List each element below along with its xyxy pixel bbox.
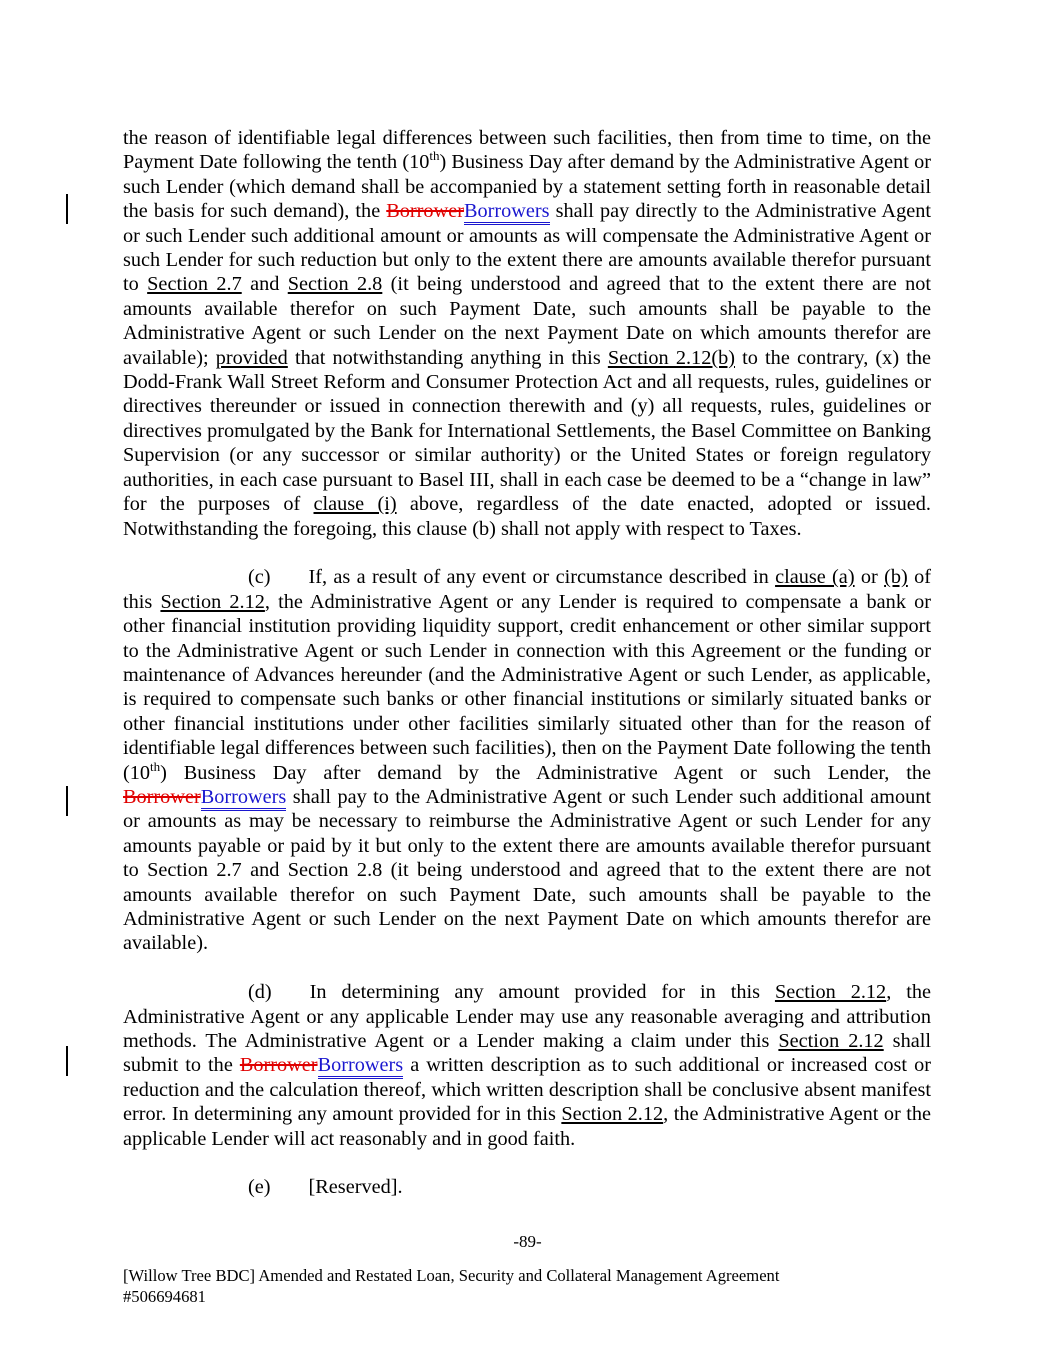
text-run: In determining any amount provided for in this	[309, 981, 775, 1004]
text-run: clause (a)	[775, 566, 855, 589]
revision-change-bar	[66, 1046, 68, 1076]
text-run: (b)	[884, 566, 908, 589]
paragraph-d	[123, 980, 931, 1151]
text-run: (d)	[248, 981, 272, 1004]
text-run: If, as a result of any event or circumstance described in	[308, 566, 776, 589]
text-run: shall pay directly to the Administrative Agent or such Lender such additional amount or amounts as will compensate the Administrative Agent or such Lender for such reduction but only to the extent there are amounts available therefor pursuant to	[123, 200, 931, 296]
text-run: [Reserved].	[308, 1176, 403, 1199]
text-run: of this	[123, 566, 931, 613]
footer-doc-title: [Willow Tree BDC] Amended and Restated Loan, Security and Collateral Management Agreement	[123, 1266, 780, 1285]
text-run: to the contrary, (x) the Dodd-Frank Wall Street Reform and Consumer Protection Act and all requests, rules, guidelines or directives thereunder or issued in connection therewith and (y) all requests, rules, guidelines or directives promulgated by the Bank for International Settlements, the Basel Committee on Banking Supervision (or any successor or similar authority) or the United States or foreign regulatory authorities, in each case pursuant to Basel III, shall in each case be deemed to be a “change in law” for the purposes of	[123, 346, 932, 516]
text-run: above, regardless of the date enacted, adopted or issued. Notwithstanding the foregoing, this clause (b) shall not apply with respect to Taxes.	[123, 493, 932, 540]
text-run: or	[854, 566, 885, 589]
text-run: (e)	[248, 1176, 271, 1199]
text-run: Section 2.8	[287, 273, 383, 296]
inserted-text: Borrowers	[201, 786, 287, 811]
text-run: shall submit to the	[123, 1030, 931, 1077]
text-run: Section 2.12	[160, 590, 265, 613]
text-run: ) Business Day after demand by the Administrative Agent or such Lender (which demand shall be accompanied by a statement setting forth in reasonable detail the basis for such demand), the	[123, 151, 931, 223]
text-run: th	[429, 148, 440, 164]
paragraph-e	[123, 1175, 931, 1199]
inserted-text: Borrowers	[464, 200, 550, 225]
deleted-text: Borrower	[386, 200, 464, 223]
revision-change-bar	[66, 194, 68, 224]
text-run: that notwithstanding anything in this	[287, 346, 608, 369]
text-run: th	[150, 758, 161, 774]
text-run: Section 2.12(b)	[607, 346, 735, 369]
text-run: and	[241, 273, 288, 296]
text-run: Section 2.12	[778, 1030, 884, 1052]
text-run: clause (i)	[313, 493, 397, 516]
deleted-text: Borrower	[239, 1054, 318, 1077]
deleted-text: Borrower	[123, 785, 201, 808]
text-run: , the Administrative Agent or any applicable Lender may use any reasonable averaging and attribution methods. The Administrative Agent or a Lender making a claim under this	[123, 981, 931, 1052]
text-run: Section 2.12	[774, 981, 887, 1004]
revision-change-bar	[66, 786, 68, 816]
paragraph-c	[123, 565, 931, 956]
text-run: the reason of identifiable legal differences between such facilities, then from time to time, on the Payment Date following the tenth (10	[123, 127, 931, 174]
paragraph-b-continuation	[123, 126, 931, 541]
text-run: Section 2.7	[147, 273, 242, 296]
inserted-text: Borrowers	[318, 1054, 404, 1079]
text-run: , the Administrative Agent or any Lender is required to compensate a bank or other financial institution providing liquidity support, credit enhancement or other similar support to the Administrative Agent or such Lender in connection with this Agreement or the funding or maintenance of Advances hereunder (and the Administrative Agent or such Lender, as applicable, is required to compensate such banks or other financial institutions or similarly situated banks or other financial institutions under other facilities similarly situated other than for the reason of identifiable legal differences between such facilities), then on the Payment Date following the tenth (10	[123, 590, 931, 784]
text-run: (it being understood and agreed that to the extent there are not amounts available therefor on such Payment Date, such amounts shall be payable to the Administrative Agent or such Lender on the next Payment Date on which amounts therefor are available);	[123, 273, 931, 369]
text-run: a written description as to such additional or increased cost or reduction and the calculation thereof, which written description shall be conclusive absent manifest error. In determining any amount provided for in this	[123, 1054, 931, 1126]
page-number: -89-	[513, 1232, 542, 1251]
footer-doc-number: #506694681	[123, 1286, 206, 1306]
page-footer	[123, 1266, 933, 1307]
text-run: (c)	[248, 566, 271, 589]
text-run: , the Administrative Agent or the applicable Lender will act reasonably and in good faith.	[123, 1103, 931, 1150]
text-run: ) Business Day after demand by the Administrative Agent or such Lender, the	[160, 761, 931, 784]
text-run: provided	[215, 346, 288, 369]
document-body	[123, 126, 931, 1224]
text-run: shall pay to the Administrative Agent or such Lender such additional amount or amounts as may be necessary to reimburse the Administrative Agent or such Lender for any amounts payable or paid by it but only to the extent there are amounts available therefor pursuant to Section 2.7 and Section 2.8 (it being understood and agreed that to the extent there are not amounts available therefor on such Payment Date, such amounts shall be payable to the Administrative Agent or such Lender on the next Payment Date on which amounts therefor are available).	[123, 785, 931, 955]
text-run: Section 2.12	[561, 1103, 664, 1126]
